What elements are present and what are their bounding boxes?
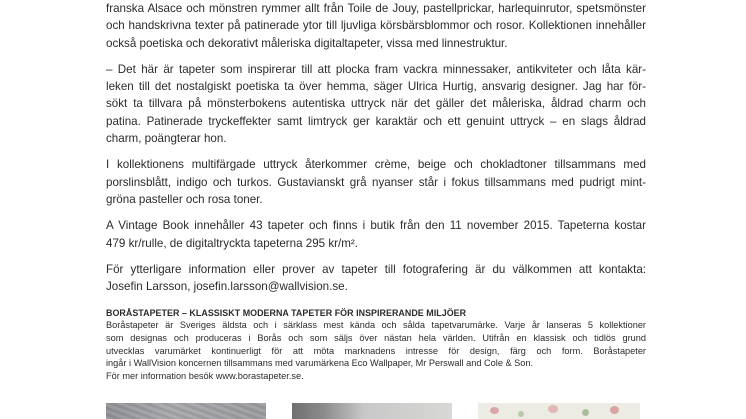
- text-line: I kollektionens multifärgade uttryck återkommer crème, beige och chokladtoner tillsammans med: [106, 158, 646, 172]
- paragraph-colors: [106, 156, 646, 208]
- wallpaper-photo-floral-pattern: [478, 403, 640, 419]
- text-line: franska Alsace och mönstren rymmer allt från Toile de Jouy, pastellprickar, harlequinrutor, spetsmönster: [106, 2, 646, 15]
- about-heading: BORÅSTAPETER – KLASSISKT MODERNA TAPETER FÖR INSPIRERANDE MILJÖER: [106, 308, 467, 319]
- text-line: A Vintage Book innehåller 43 tapeter och finns i butik från den 11 november 2015. Tapeterna kostar: [106, 219, 646, 233]
- product-images-row: [106, 403, 640, 419]
- text-line: gröna pasteller och rosa toner.: [106, 192, 263, 206]
- text-line: Boråstapeter är Sveriges äldsta och i särklass mest kända och sålda tapetvarumärke. Varje år lanseras 5 kollektioner: [106, 320, 646, 331]
- text-line: 479 kr/rulle, de digitaltryckta tapeterna 295 kr/m².: [106, 236, 358, 250]
- about-paragraph: [106, 319, 646, 382]
- text-line: Josefin Larsson, josefin.larsson@wallvision.se.: [106, 280, 348, 294]
- text-line: porslinsblått, indigo och turkos. Gustavianskt grå nyanser står i fokus tillsammans med pudrigt mint-: [106, 175, 646, 189]
- text-line: sökt ta tillvara på mönsterbokens autentiska uttryck när det gäller det måleriska, åldrad charm och: [106, 97, 646, 111]
- wallpaper-photo-room-interior: [292, 403, 452, 419]
- text-line: leken till det nostalgiskt poetiska ta över hemma, säger Ulrica Hurtig, ansvarig designer. Jag har för-: [106, 80, 646, 94]
- text-line: som designas och produceras i Borås och som säljs över nästan hela världen. Utifrån en klassisk och tidlös grund: [106, 333, 646, 344]
- text-line: – Det här är tapeter som inspirerar till att plocka fram vackra minnessaker, antikviteter och låta kär-: [106, 62, 646, 76]
- text-line: charm, poängterar hon.: [106, 132, 227, 146]
- paragraph-collection-description: [106, 0, 646, 52]
- paragraph-contact: [106, 261, 646, 296]
- press-release-body: [106, 0, 646, 382]
- text-line: För mer information besök www.borastapeter.se.: [106, 370, 304, 381]
- text-line: ingår i WallVision koncernen tillsammans med varumärkena Eco Wallpaper, Mr Perswall and Cole & Son.: [106, 358, 534, 369]
- wallpaper-photo-grey-texture: [106, 403, 266, 419]
- paragraph-designer-quote: [106, 61, 646, 147]
- text-line: och handskrivna texter på patinerade ytor till ljuvliga körsbärsblommor och rosor. Kollektionen innehåller: [106, 19, 646, 33]
- text-line: också poetiska och dekorativt måleriska digitaltapeter, vissa med linnestruktur.: [106, 36, 508, 50]
- text-line: För ytterligare information eller prover av tapeter till fotografering är du välkommen att kontakta:: [106, 262, 646, 276]
- paragraph-pricing: [106, 217, 646, 252]
- text-line: utvecklas varumärket kontinuerligt för att möta marknadens intresse för design, färg och form. Boråstapeter: [106, 345, 646, 356]
- text-line: patina. Patinerade tryckeffekter samt limtryck ger karaktär och ett genuint uttryck – en slags åldrad: [106, 114, 646, 128]
